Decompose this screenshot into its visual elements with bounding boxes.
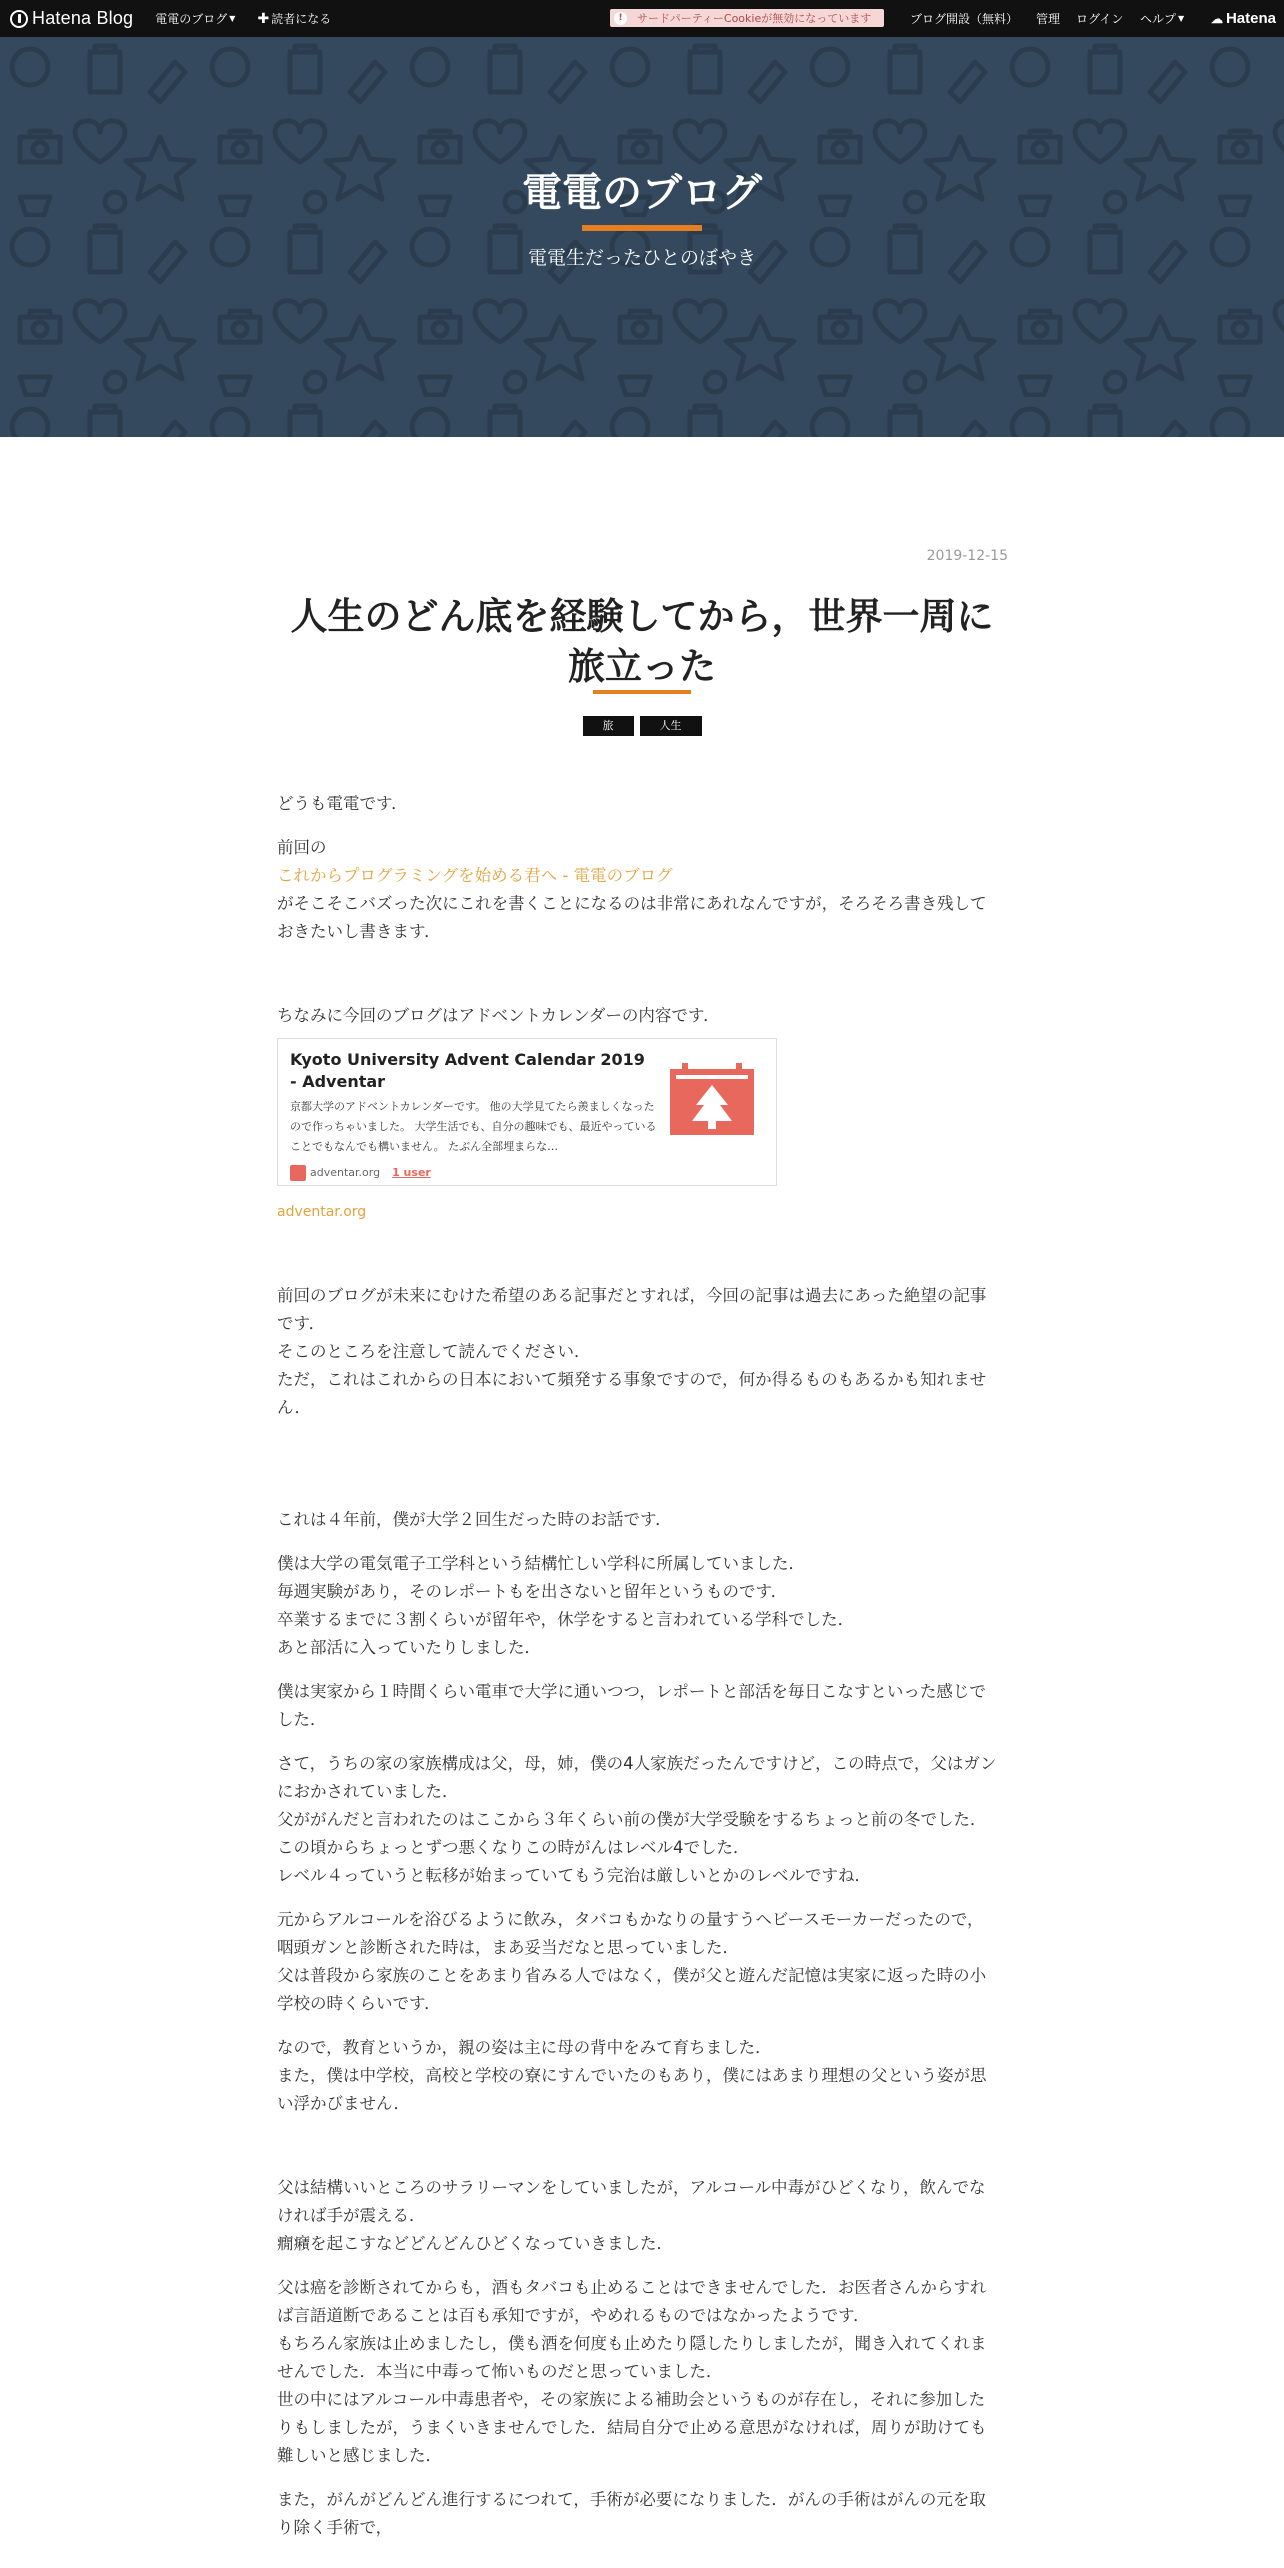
manage-link[interactable] xyxy=(1036,0,1060,37)
entry-title[interactable]: 人生のどん底を経験してから，世界一周に旅立った xyxy=(290,595,994,688)
paragraph xyxy=(277,2274,997,2470)
entry-content xyxy=(277,790,997,2558)
plus-icon: ✚ xyxy=(257,10,270,27)
blog-header xyxy=(0,37,1284,437)
caret-down-icon: ▼ xyxy=(229,14,236,23)
blog-title[interactable]: 電電のブログ xyxy=(522,170,762,216)
cookie-notice-text: サードパーティーCookieが無効になっています xyxy=(637,12,872,25)
login-link[interactable] xyxy=(1076,0,1123,37)
open-blog-link[interactable] xyxy=(910,0,1018,37)
entry-title-underline xyxy=(593,690,691,694)
info-icon: ! xyxy=(614,12,627,25)
text: もちろん家族は止めましたし，僕も酒を何度も止めたり隠したりしましたが，聞き入れてくれませんでした．本当に中毒って怖いものだと思っていました． xyxy=(277,2334,987,2381)
text: 父ががんだと言われたのはここから３年くらい前の僕が大学受験をするちょっと前の冬でした． xyxy=(277,1810,987,1829)
text: 元からアルコールを浴びるように飲み，タバコもかなりの量すうヘビースモーカーだったので，咽頭ガンと診断された時は，まあ妥当だなと思っていました． xyxy=(277,1910,984,1957)
text: 毎週実験があり，そのレポートもを出さないと留年というものです． xyxy=(277,1582,788,1601)
embed-card-site[interactable]: adventar.org xyxy=(310,1166,381,1179)
hatena-blog-logo-icon xyxy=(10,10,28,28)
open-blog-label: ブログ開設（無料） xyxy=(910,12,1019,26)
entry-date[interactable]: 2019-12-15 xyxy=(926,548,1008,564)
paragraph: これは４年前，僕が大学２回生だった時のお話です． xyxy=(277,1510,672,1529)
category-tag-travel[interactable]: 旅 xyxy=(583,716,634,736)
text: また，僕は中学校，高校と学校の寮にすんでいたのもあり，僕にはあまり理想の父という姿が思い浮かびません． xyxy=(277,2066,987,2113)
paragraph: また，がんがどんどん進行するにつれて，手術が必要になりました．がんの手術はがんの元を取り除く手術で， xyxy=(277,2490,986,2537)
paragraph: どうも電電です． xyxy=(277,794,408,813)
entry-categories xyxy=(0,716,1284,736)
text: 世の中にはアルコール中毒患者や，その家族による補助会というものが存在し，それに参加したりもしましたが，うまくいきませんでした．結局自分で止める意思がなければ，周りが助けても難しいと感じました． xyxy=(277,2390,987,2465)
category-tag-life[interactable]: 人生 xyxy=(640,716,702,736)
background-pattern xyxy=(0,37,1284,437)
text: ただ，これはこれからの日本において頻発する事象ですので，何か得るものもあるかも知れません． xyxy=(277,1370,987,1417)
logo-text: Hatena Blog xyxy=(32,8,134,28)
paragraph xyxy=(277,1906,997,2018)
my-blog-menu[interactable] xyxy=(155,10,235,27)
help-menu[interactable] xyxy=(1140,0,1184,37)
paragraph xyxy=(277,1282,997,1422)
text: そこのところを注意して読んでください． xyxy=(277,1342,591,1361)
paragraph xyxy=(277,1550,997,1662)
calendar-tree-icon xyxy=(668,1061,756,1137)
become-reader-label: 読者になる xyxy=(271,12,332,26)
source-link[interactable]: adventar.org xyxy=(277,1204,367,1220)
hatena-mark-icon: ☁ xyxy=(1210,11,1223,26)
text: 父は癌を診断されてからも，酒もタバコも止めることはできませんでした．お医者さんからすれば言語道断であることは百も承知ですが，やめれるものではなかったようです． xyxy=(277,2278,987,2325)
bookmark-users[interactable]: 1 user xyxy=(392,1166,431,1179)
paragraph xyxy=(277,1750,997,1890)
text: あと部活に入っていたりしました． xyxy=(277,1638,541,1657)
paragraph xyxy=(277,2034,997,2118)
text: 癇癪を起こすなどどんどんひどくなっていきました． xyxy=(277,2234,673,2253)
caret-down-icon: ▼ xyxy=(1178,14,1185,23)
manage-label: 管理 xyxy=(1036,12,1061,26)
favicon-icon xyxy=(290,1165,306,1181)
embed-card-meta xyxy=(290,1159,431,1187)
paragraph xyxy=(277,834,997,946)
paragraph: 僕は実家から１時間くらい電車で大学に通いつつ，レポートと部活を毎日こなすといった感じでした． xyxy=(277,1682,986,1729)
embed-card-description: 京都大学のアドベントカレンダーです。 他の大学見てたら羨ましくなったので作っちゃいました。 大学生活でも、自分の趣味でも、最近やっていることでもなんでも構いません。 たぶん全部埋まらな… xyxy=(290,1100,657,1153)
hatena-label: Hatena xyxy=(1225,10,1276,27)
global-header xyxy=(0,0,1284,37)
text: 前回のブログが未来にむけた希望のある記事だとすれば，今回の記事は過去にあった絶望の記事です． xyxy=(277,1286,987,1333)
hatena-logo[interactable] xyxy=(1211,0,1276,37)
text: さて，うちの家の家族構成は父，母，姉，僕の4人家族だったんですけど，この時点で，父はガンにおかされていました． xyxy=(277,1754,997,1801)
text: レベル４っていうと転移が始まっていてもう完治は厳しいとかのレベルですね． xyxy=(277,1866,871,1885)
text: がそこそこバズった次にこれを書くことになるのは非常にあれなんですが，そろそろ書き残しておきたいし書きます． xyxy=(277,894,987,941)
text: なので，教育というか，親の姿は主に母の背中をみて育ちました． xyxy=(277,2038,772,2057)
my-blog-label: 電電のブログ xyxy=(155,12,228,26)
text: 父は結構いいところのサラリーマンをしていましたが，アルコール中毒がひどくなり，飲んでなければ手が震える． xyxy=(277,2178,986,2225)
blog-description: 電電生だったひとのぼやき xyxy=(527,247,756,269)
hatena-blog-logo[interactable] xyxy=(10,0,133,37)
text: 卒業するまでに３割くらいが留年や，休学をすると言われている学科でした． xyxy=(277,1610,855,1629)
text: 前回の xyxy=(277,838,327,857)
cookie-notice[interactable] xyxy=(610,9,884,27)
help-label: ヘルプ xyxy=(1140,12,1177,26)
title-underline xyxy=(582,225,702,231)
previous-post-link[interactable]: これからプログラミングを始める君へ - 電電のブログ xyxy=(277,866,673,885)
text: 父は普段から家族のことをあまり省みる人ではなく，僕が父と遊んだ記憶は実家に返った時の小学校の時くらいです． xyxy=(277,1966,987,2013)
paragraph xyxy=(277,2174,997,2258)
become-reader-button[interactable] xyxy=(257,10,331,27)
embed-card[interactable] xyxy=(277,1038,777,1186)
text: この頃からちょっとずつ悪くなりこの時がんはレベル4でした． xyxy=(277,1838,750,1857)
login-label: ログイン xyxy=(1076,12,1124,26)
paragraph: ちなみに今回のブログはアドベントカレンダーの内容です． xyxy=(277,1006,720,1025)
text: 僕は大学の電気電子工学科という結構忙しい学科に所属していました． xyxy=(277,1554,805,1573)
embed-card-title[interactable]: Kyoto University Advent Calendar 2019 - Adventar xyxy=(290,1050,645,1091)
